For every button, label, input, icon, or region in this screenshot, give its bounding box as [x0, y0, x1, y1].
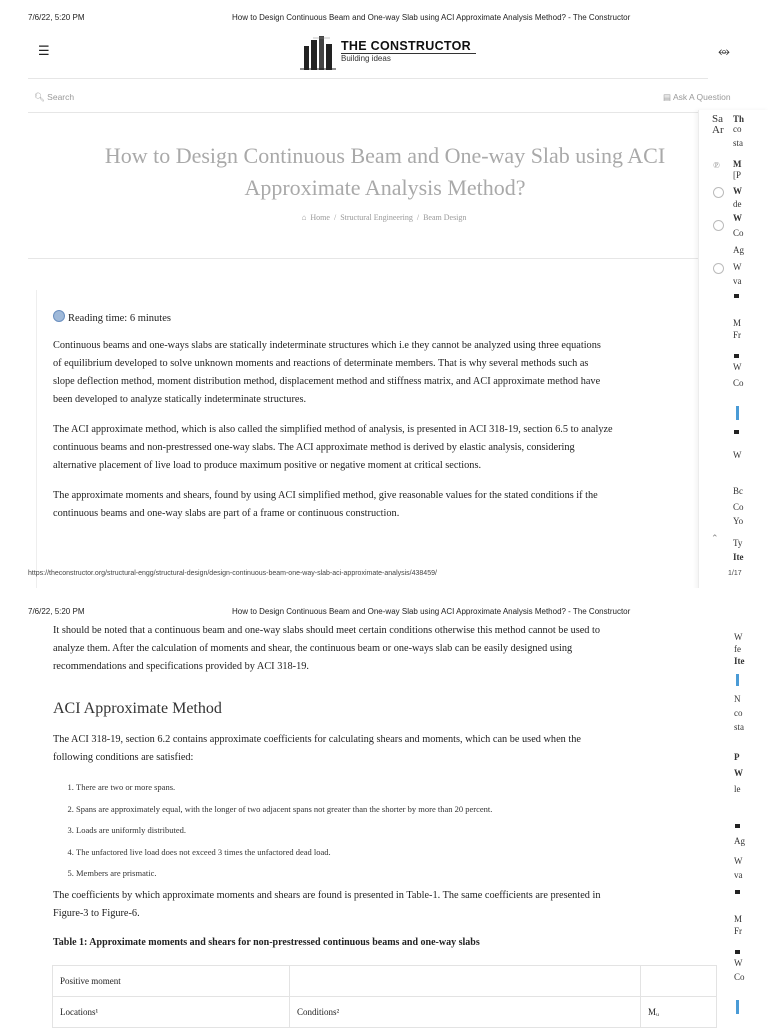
paragraph-intro: Continuous beams and one-ways slabs are statically indeterminate structures which i.e they cannot be analyzed using three equations of equilibrium developed to solve unknown moments and reactions of determinate members. That is why several methods such as slope deflection method, moment distribution method, displacement method and stiffness matrix, and ACI approximate method have been developed to analyze statically indeterminate structures.	[53, 340, 601, 405]
clock-icon	[53, 310, 65, 322]
list-item: 1. There are two or more spans.	[76, 782, 492, 804]
toolbar-divider	[28, 112, 708, 113]
page-title-line2: Approximate Analysis Method?	[244, 175, 526, 200]
print-date: 7/6/22, 5:20 PM	[28, 13, 85, 22]
print-doc-title-page2: How to Design Continuous Beam and One-way Slab using ACI Approximate Analysis Method? - The Constructor	[232, 607, 631, 616]
table-cell	[641, 966, 717, 997]
avatar-icon	[713, 220, 724, 231]
logo-building-icon	[300, 36, 336, 70]
list-item: 4. The unfactored live load does not exceed 3 times the unfactored dead load.	[76, 847, 492, 869]
ask-question-button[interactable]	[663, 92, 731, 103]
print-page-number: 1/17	[728, 570, 742, 577]
table-cell: Positive moment	[53, 966, 290, 997]
breadcrumb-structural-engineering[interactable]: Structural Engineering	[340, 213, 413, 222]
logo-title: THE CONSTRUCTOR	[341, 39, 471, 53]
coefficients-table	[52, 965, 717, 1028]
conditions-list	[60, 782, 492, 890]
avatar-icon	[713, 187, 724, 198]
print-doc-title: How to Design Continuous Beam and One-way Slab using ACI Approximate Analysis Method? - The Constructor	[232, 13, 631, 22]
hamburger-icon[interactable]: ☰	[38, 44, 50, 59]
home-icon: ⌂	[301, 213, 307, 222]
table-cell: Locations¹	[53, 997, 290, 1028]
right-sidebar: Sa Ar Th co sta ℗ M [P W de W Co Ag W va M Fr W Co W Bc Co Yo Ty Ite ⌃	[698, 110, 768, 588]
breadcrumb-beam-design[interactable]: Beam Design	[423, 213, 467, 222]
title-divider	[28, 258, 708, 259]
table-cell	[290, 966, 641, 997]
print-url: https://theconstructor.org/structural-engg/structural-design/design-continuous-beam-one-way-slab-aci-approximate-analysis/438459/	[28, 570, 437, 577]
paragraph-aci-method: The ACI approximate method, which is also called the simplified method of analysis, is presented in ACI 318-19, section 6.5 to analyze continuous beams and non-prestressed one-way slabs. The ACI approximate method is derived by elastic analysis, considering alternative placement of live load to produce maximum positive or negative moment at critical sections.	[53, 424, 613, 471]
section-heading: ACI Approximate Method	[53, 700, 222, 717]
breadcrumb-home[interactable]: Home	[310, 213, 330, 222]
reading-time: Reading time: 6 minutes	[53, 310, 171, 324]
question-box-icon: ▤	[663, 92, 672, 102]
paragraph-coefficients-table: The coefficients by which approximate moments and shears are found is presented in Table-1. The same coefficients are presented in Figure-3 to Figure-6.	[53, 890, 601, 919]
ask-question-label: Ask A Question	[672, 92, 731, 102]
right-sidebar-page2: W fe Ite N co sta P W le Ag W va M Fr W Co	[728, 600, 768, 1024]
table-row	[53, 997, 717, 1028]
table-cell: Conditions²	[290, 997, 641, 1028]
table-cell: Mᵤ	[641, 997, 717, 1028]
table-row	[53, 966, 717, 997]
paragraph-approximate-moments: The approximate moments and shears, found by using ACI simplified method, give reasonable values for the stated conditions if the continuous beams and one-way slabs are part of a frame or continuous construction.	[53, 490, 598, 519]
paragraph-aci-coefficients: The ACI 318-19, section 6.2 contains approximate coefficients for calculating shears and moments, which can be used when the following conditions are satisfied:	[53, 734, 581, 763]
site-logo[interactable]	[300, 36, 480, 72]
page-title-line1: How to Design Continuous Beam and One-way Slab using ACI	[104, 143, 666, 168]
list-item: 2. Spans are approximately equal, with the longer of two adjacent spans not greater than the shorter by more than 20 percent.	[76, 804, 492, 826]
search-input[interactable]	[34, 92, 74, 103]
avatar-icon	[713, 263, 724, 274]
paragraph-conditions-note: It should be noted that a continuous beam and one-way slabs should meet certain conditions otherwise this method cannot be used to analyze them. After the calculation of moments and shear, the continuous beam or one-ways slab can be easily designed using recommendations and specifications provided by ACI 318-19.	[53, 625, 601, 672]
table-caption: Table 1: Approximate moments and shears for non-prestressed continuous beams and one-way slabs	[53, 937, 480, 948]
magnifier-icon: 🔍︎	[34, 92, 45, 102]
list-item: 5. Members are prismatic.	[76, 868, 492, 890]
sign-in-icon[interactable]: ⥈	[718, 42, 731, 60]
chevron-up-icon[interactable]: ⌃	[711, 534, 719, 544]
header-divider	[28, 78, 708, 79]
print-date-page2: 7/6/22, 5:20 PM	[28, 607, 85, 616]
breadcrumb: ⌂ Home / Structural Engineering / Beam Design	[301, 213, 467, 222]
list-item: 3. Loads are uniformly distributed.	[76, 825, 492, 847]
logo-tagline: Building ideas	[341, 54, 391, 63]
page-title	[40, 140, 730, 204]
search-placeholder: Search	[47, 92, 75, 102]
